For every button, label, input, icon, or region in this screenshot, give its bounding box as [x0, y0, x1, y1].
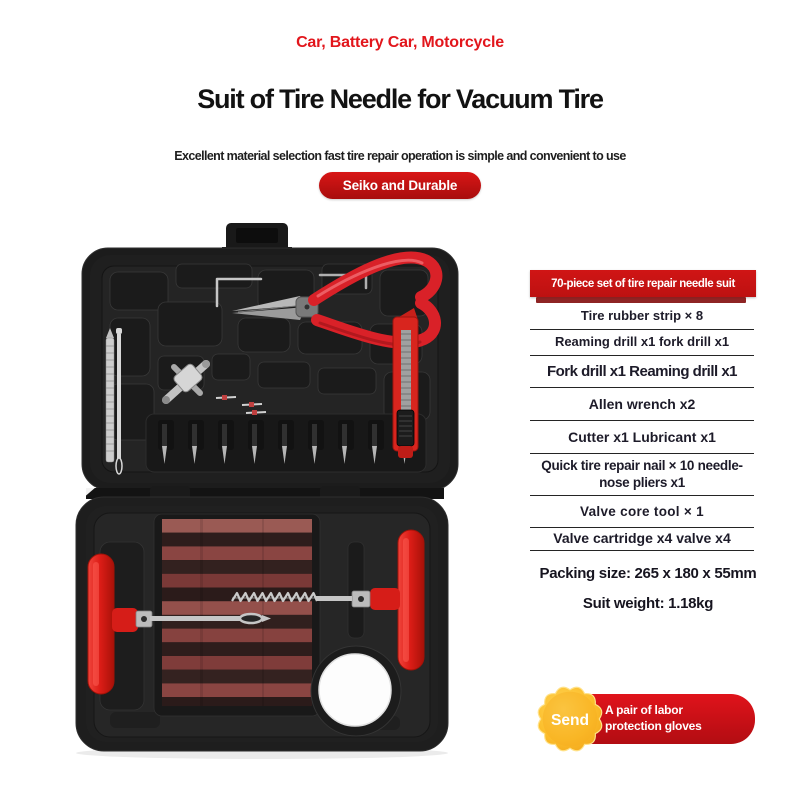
- tool-case-photo: [60, 215, 500, 765]
- spec-header-shadow: [536, 297, 746, 303]
- page-title: Suit of Tire Needle for Vacuum Tire: [197, 84, 603, 114]
- spec-row: [530, 330, 754, 356]
- case-lid: [82, 248, 458, 490]
- spec-list: [500, 270, 796, 612]
- subtitle: Excellent material selection fast tire repair operation is simple and convenient to use: [174, 149, 626, 163]
- spec-item: Valve core tool × 1: [580, 504, 704, 519]
- quality-badge-wrap: [0, 172, 800, 199]
- gift-label: A pair of labor protection gloves: [605, 703, 702, 733]
- bit-slots: [146, 414, 426, 472]
- packing-size: Packing size: 265 x 180 x 55mm: [539, 565, 757, 582]
- spec-item: Allen wrench x2: [588, 396, 696, 412]
- spec-row: [530, 388, 754, 421]
- gift-banner: [531, 680, 781, 764]
- suit-weight: Suit weight: 1.18kg: [582, 595, 714, 612]
- quality-badge: Seiko and Durable: [319, 172, 481, 199]
- needle-probe: [150, 616, 240, 621]
- tire-strips: [154, 514, 320, 716]
- spec-item: Valve cartridge x4 valve x4: [553, 530, 731, 546]
- spec-item: Quick tire repair nail × 10 needle-nose pliers x1: [541, 458, 743, 490]
- gift-badge-text: Send: [550, 711, 590, 729]
- needle-eyelet: [116, 458, 122, 474]
- spec-item: Tire rubber strip × 8: [580, 308, 704, 323]
- utility-knife: [393, 308, 418, 458]
- case-base: [76, 497, 448, 751]
- spec-item: Fork drill x1 Reaming drill x1: [546, 363, 738, 380]
- lubricant-tin: [311, 646, 401, 736]
- spec-row: [530, 356, 754, 388]
- vehicle-tagline: Car, Battery Car, Motorcycle: [296, 34, 504, 51]
- spec-row: [530, 496, 754, 528]
- rasp-tool: [106, 328, 122, 474]
- spec-row: [530, 528, 754, 551]
- spec-row: [530, 454, 754, 496]
- spec-list-header: 70-piece set of tire repair needle suit: [530, 270, 756, 297]
- spec-row: [530, 421, 754, 454]
- spec-row: [530, 303, 754, 330]
- spec-item: Cutter x1 Lubricant x1: [568, 429, 716, 445]
- gift-seal-icon: [531, 680, 609, 758]
- spec-item: Reaming drill x1 fork drill x1: [554, 334, 730, 349]
